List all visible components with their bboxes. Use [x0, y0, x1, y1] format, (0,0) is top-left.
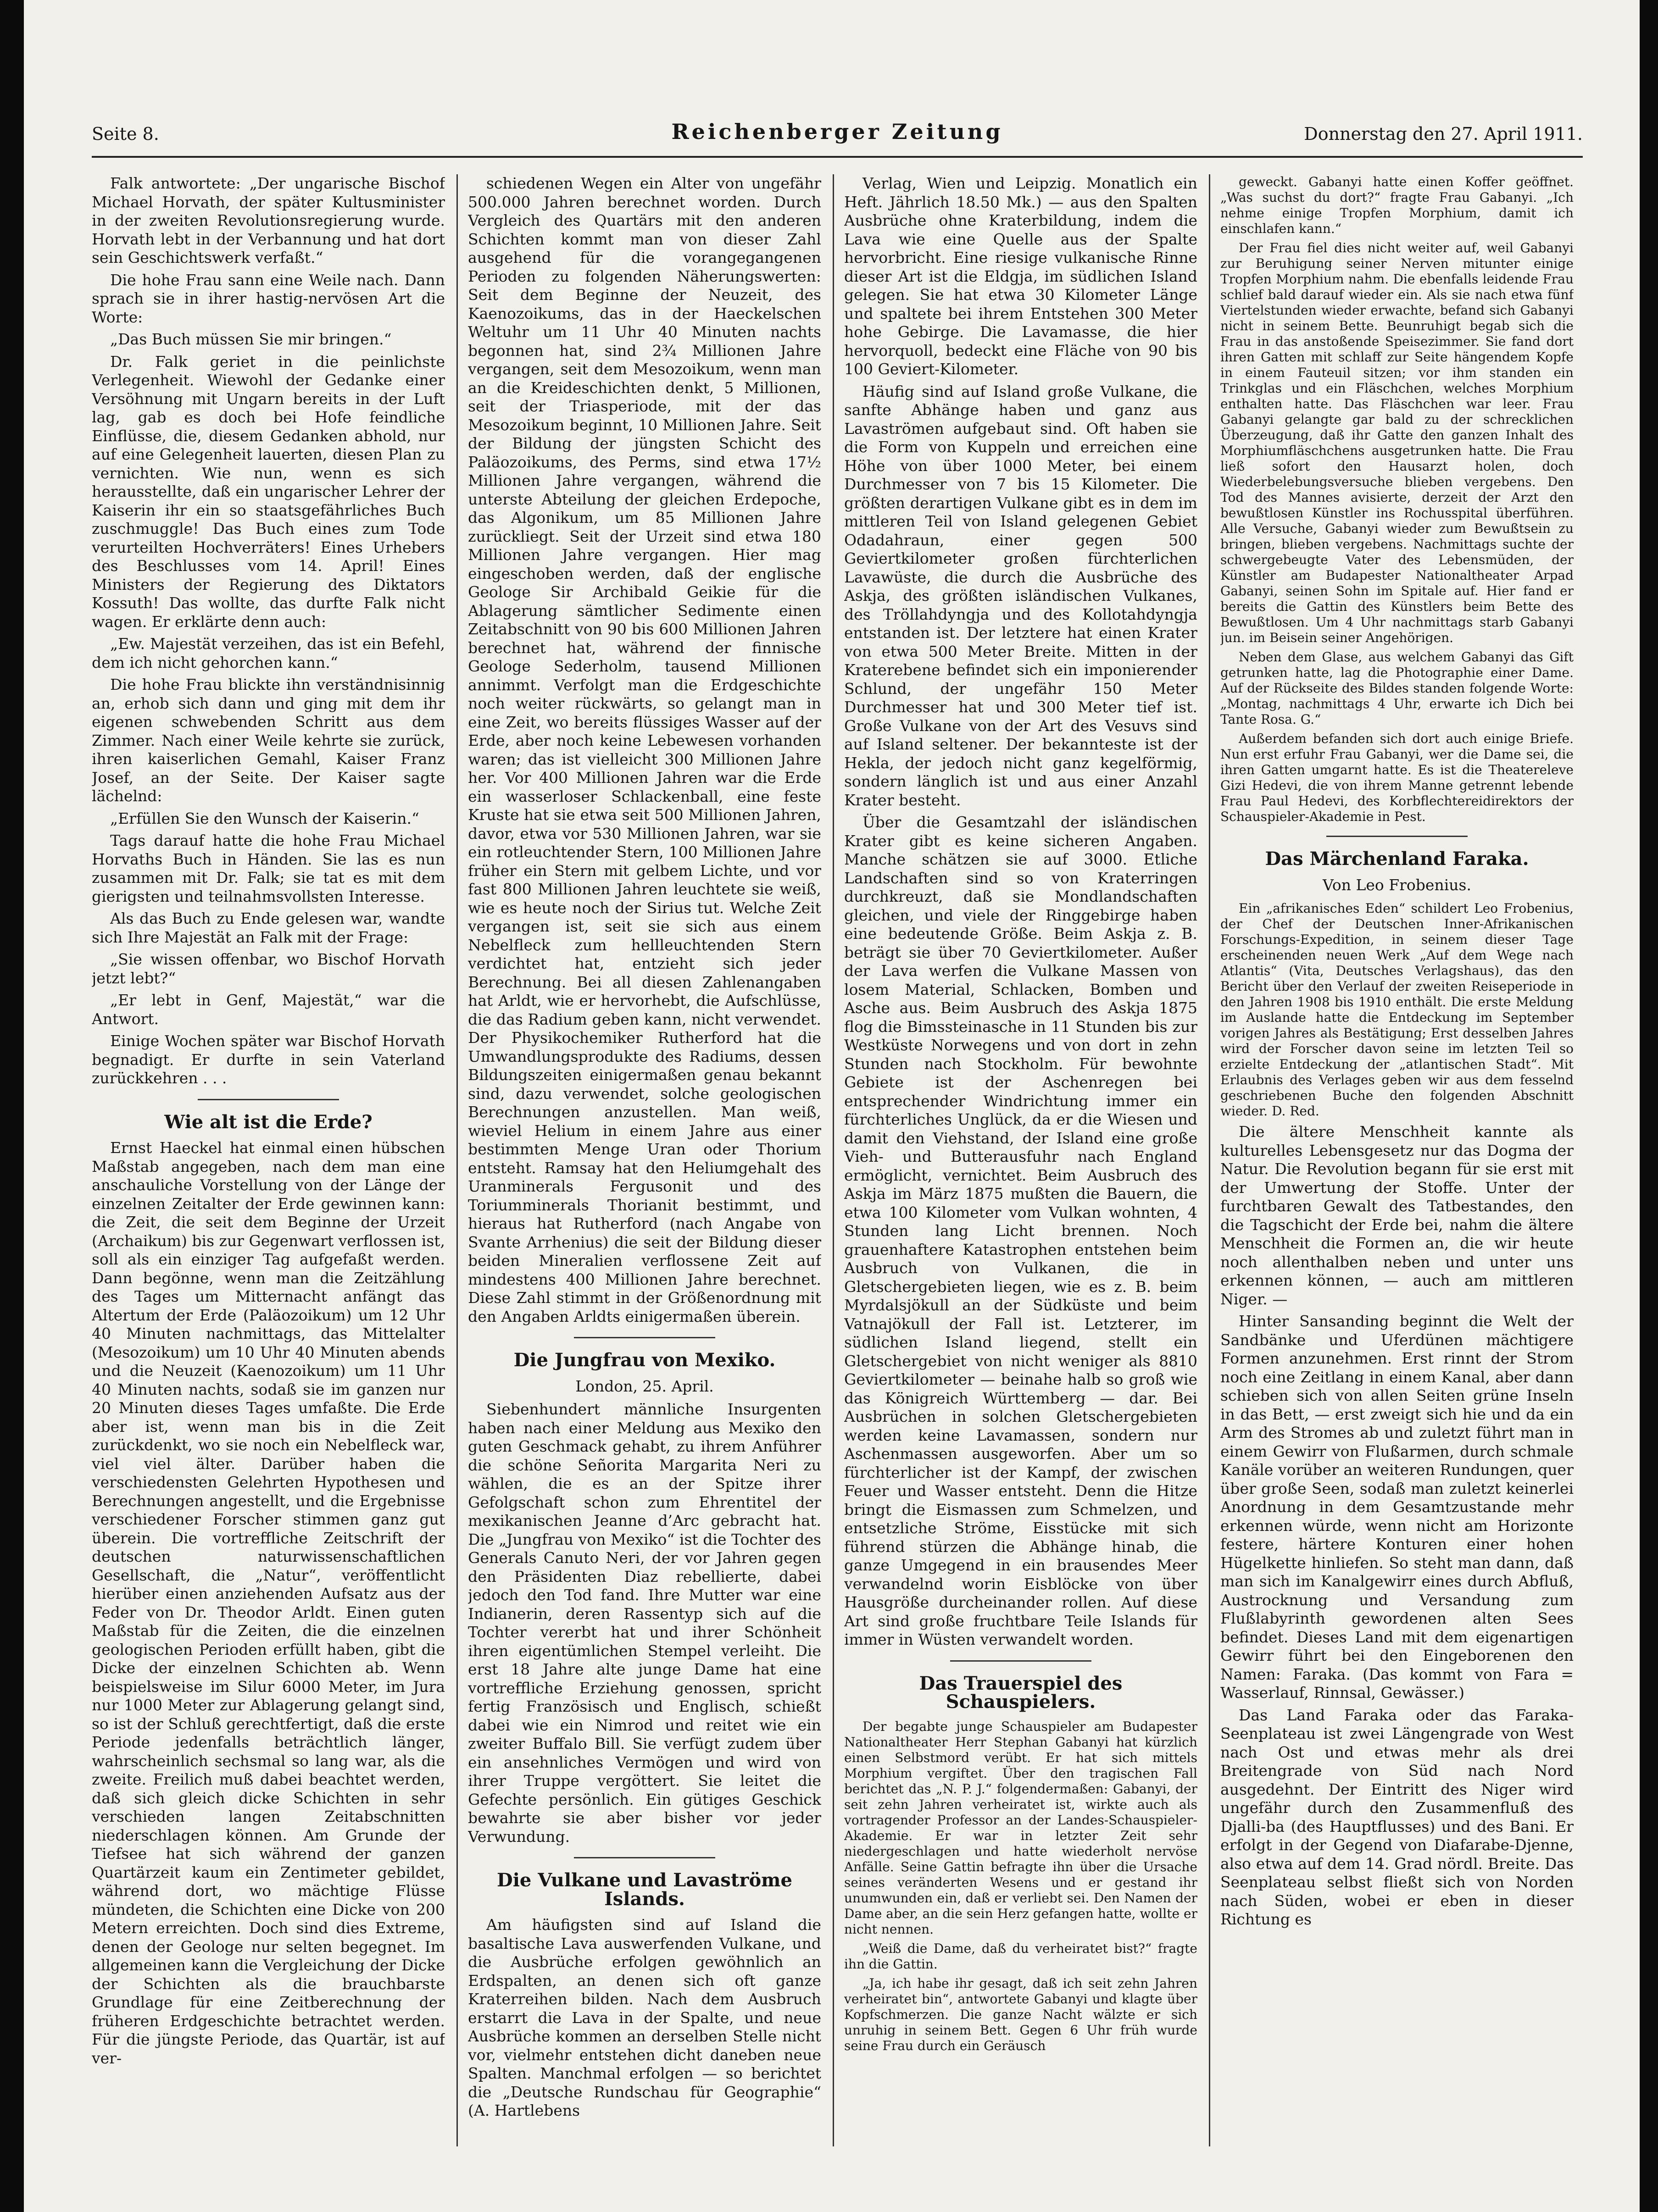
paragraph: schiedenen Wegen ein Alter von ungefähr 500.000 Jahren berechnet worden. Durch Vergleich des Quartärs mit den anderen Schichten kommt man von dieser Zahl ausgehend für die vorangegangenen Perioden zu folgenden Näherungswerten: Seit dem Beginne der Neuzeit, des Kaenozoikums, das in der Haeckelschen Weltuhr um 11 Uhr 40 Minuten nachts begonnen hat, sind 2¾ Millionen Jahre vergangen, seit dem Mesozoikum, wenn man an die Kreideschichten denkt, 5 Millionen, seit der Triasperiode, mit der das Mesozoikum beginnt, 10 Millionen Jahre. Seit der Bildung der jüngsten Schicht des Paläozoikums, des Perms, sind etwa 17½ Millionen Jahre vergangen, während die unterste Abteilung der gleichen Erdepoche, das Algonikum, um 85 Millionen Jahre zurückliegt. Seit der Urzeit sind etwa 180 Millionen Jahre vergangen. Hier mag eingeschoben werden, daß der englische Geologe Sir Archibald Geikie für die Ablagerung sämtlicher Sedimente einen Zeitabschnitt von 90 bis 600 Millionen Jahren berechnet hat, während der finnische Geologe Sederholm, tausend Millionen annimmt. Verfolgt man die Erdgeschichte noch weiter rückwärts, so gelangt man in eine Zeit, wo bereits flüssiges Wasser auf der Erde, aber noch keine Lebewesen vorhanden waren; das ist vielleicht 300 Millionen Jahre her. Vor 400 Millionen Jahren war die Erde ein wasserloser Schlackenball, eine feste Kruste hat sie etwa seit 500 Millionen Jahren, davor, etwa vor 530 Millionen Jahren, war sie ein rotleuchtender Stern, 100 Millionen Jahre früher ein Stern mit gelbem Lichte, und vor fast 800 Millionen Jahren leuchtete sie weiß, wie es heute noch der Sirius tut. Welche Zeit vergangen ist, seit sie sich aus einem Nebelfleck zum hellleuchtenden Stern verdichtet hat, entzieht sich jeder Berechnung. Bei all diesen Zahlenangaben hat Arldt, wie er hervorhebt, die Aufschlüsse, die das Radium geben kann, nicht verwendet. Der Physikochemiker Rutherford hat die Umwandlungsprodukte des Radiums, dessen Bildungszeiten einigermaßen genau bekannt sind, dazu verwendet, solche geologischen Berechnungen anzustellen. Man weiß, wieviel Helium in einem Jahre aus einer bestimmten Menge Uran oder Thorium entsteht. Ramsay hat den Heliumgehalt des Uranminerals Fergusonit und des Toriumminerals Thorianit bestimmt, und hieraus hat Rutherford (nach Angabe von Svante Arrhenius) die seit der Bildung dieser beiden Mineralien verflossene Zeit auf mindestens 400 Millionen Jahre berechnet. Diese Zahl stimmt in der Größenordnung mit den Angaben Arldts einigermaßen überein. [468, 174, 821, 1325]
column-rule [1209, 174, 1210, 2146]
paragraph: Falk antwortete: „Der ungarische Bischof Michael Horvath, der später Kultusminister in der zweiten Revolutionsregierung wurde. Horvath lebt in der Verbannung und hat dort sein Geschichtswerk verfaßt.“ [92, 174, 445, 266]
paragraph: „Ew. Majestät verzeihen, das ist ein Befehl, dem ich nicht gehorchen kann.“ [92, 635, 445, 671]
section-divider [198, 1099, 339, 1100]
paragraph: Die hohe Frau blickte ihn verständnisinnig an, erhob sich dann und ging mit dem ihr eigenen schwebenden Schritt aus dem Zimmer. Nach einer Weile kehrte sie zurück, ihren kaiserlichen Gemahl, Kaiser Franz Josef, an der Seite. Der Kaiser sagte lächelnd: [92, 676, 445, 805]
article-headline: Die Jungfrau von Mexiko. [513, 1349, 776, 1371]
paragraph: Der begabte junge Schauspieler am Budapester Nationaltheater Herr Stephan Gabanyi hat kürzlich einen Selbstmord verübt. Er hat sich mittels Morphium vergiftet. Über den tragischen Fall berichtet das „N. P. J.“ folgendermaßen: Gabanyi, der seit zehn Jahren verheiratet ist, wirkte auch als vortragender Professor an der Landes-Schauspieler-Akademie. Er war in letzter Zeit sehr niedergeschlagen und hatte wiederholt nervöse Anfälle. Seine Gattin befragte ihn über die Ursache seines veränderten Wesens und er gestand ihr unumwunden ein, daß er verliebt sei. Den Namen der Dame aber, an die sein Herz gefangen hatte, wollte er nicht nennen. [844, 1719, 1197, 1937]
page-number: Seite 8. [92, 124, 159, 144]
column-2 [468, 174, 821, 2146]
paragraph: Ernst Haeckel hat einmal einen hübschen Maßstab angegeben, nach dem man eine anschauliche Vorstellung von der Länge der einzelnen Zeitalter der Erde gewinnen kann: die Zeit, die seit dem Beginne der Urzeit (Archaikum) bis zur Gegenwart verflossen ist, soll als ein einziger Tag aufgefaßt werden. Dann begönne, wenn man die Zeitzählung des Tages um Mitternacht anfängt das Altertum der Erde (Paläozoikum) um 12 Uhr 40 Minuten nachmittags, das Mittelalter (Mesozoikum) um 10 Uhr 40 Minuten abends und die Neuzeit (Kaenozoikum) um 11 Uhr 40 Minuten nachts, sodaß sie im ganzen nur 20 Minuten dieses Tages umfaßte. Die Erde aber ist, wenn man bis in die Zeit zurückdenkt, wo sie noch ein Nebelfleck war, viel viel älter. Darüber haben die verschiedensten Gelehrten Hypothesen und Berechnungen angestellt, und die Ergebnisse verschiedener Forscher stimmen ganz gut überein. Die vortreffliche Zeitschrift der deutschen naturwissenschaftlichen Gesellschaft, die „Natur“, veröffentlicht hierüber einen anziehenden Aufsatz aus der Feder von Dr. Theodor Arldt. Einen guten Maßstab für die Zeiten, die die einzelnen geologischen Perioden erfüllt haben, gibt die Dicke der einzelnen Schichten ab. Wenn beispielsweise im Silur 6000 Meter, im Jura nur 1000 Meter zur Ablagerung gelangt sind, so ist der Schluß gerechtfertigt, daß die erste Periode jedenfalls beträchtlich länger, wahrscheinlich sechsmal so lang war, als die zweite. Freilich muß dabei beachtet werden, daß sich gleich dicke Schichten in sehr verschieden langen Zeitabschnitten niederschlagen können. Am Grunde der Tiefsee hat sich während der ganzen Quartärzeit kaum ein Zentimeter gebildet, während dort, wo mächtige Flüsse mündeten, die Schichten eine Dicke von 200 Metern erreichten. Doch sind dies Extreme, denen der Geologe nur selten begegnet. Im allgemeinen kann die Vergleichung der Dicke der Schichten als die brauchbarste Grundlage für eine Zeitberechnung der früheren Erdgeschichte betrachtet werden. Für die jüngste Periode, das Quartär, ist auf ver- [92, 1139, 445, 2067]
column-3 [844, 174, 1197, 2146]
paragraph: Über die Gesamtzahl der isländischen Krater gibt es keine sicheren Angaben. Manche schätzen sie auf 3000. Etliche Landschaften sind so von Kraterringen durchkreuzt, daß sie Mondlandschaften gleichen, und viele der Ringgebirge haben eine bedeutende Größe. Beim Askja z. B. beträgt sie über 70 Geviertkilometer. Außer der Lava werfen die Vulkane Massen von losem Material, Schlacken, Bomben und Asche aus. Beim Ausbruch des Askja 1875 flog die Bimssteinasche in 11 Stunden bis zur Westküste Norwegens und von dort in zehn Stunden nach Stockholm. Für bewohnte Gebiete ist der Aschenregen bei entsprechender Windrichtung immer ein fürchterliches Unglück, da er die Wiesen und damit den Viehstand, der Island eine große Vieh- und Butterausfuhr nach England ermöglicht, vernichtet. Beim Ausbruch des Askja im März 1875 mußten die Bauern, die etwa 100 Kilometer vom Vulkan wohnten, 4 Stunden lang Licht brennen. Noch grauenhaftere Katastrophen entstehen beim Ausbruch von Vulkanen, die in Gletschergebieten liegen, wie es z. B. beim Myrdalsjökull an der Südküste und beim Vatnajökull der Fall ist. Letzterer, im südlichen Island liegend, stellt ein Gletschergebiet von nicht weniger als 8810 Geviertkilometer — beinahe halb so groß wie das Königreich Württemberg — dar. Bei Ausbrüchen in solchen Gletschergebieten werden keine Lavamassen, sondern nur Aschenmassen ausgeworfen. Aber um so fürchterlicher ist der Kampf, der zwischen Feuer und Wasser entsteht. Denn die Hitze bringt die Eismassen zum Schmelzen, und entsetzliche Ströme, Eisstücke mit sich führend stürzen die Abhänge hinab, die ganze Umgegend in ein brausendes Meer verwandelnd worin Eisblöcke von über Hausgröße durcheinander rollen. Auf diese Art sind große fruchtbare Teile Islands für immer in Wüsten verwandelt worden. [844, 813, 1197, 1648]
paragraph: Außerdem befanden sich dort auch einige Briefe. Nun erst erfuhr Frau Gabanyi, wer die Dame sei, die ihren Gatten umgarnt hatte. Es ist die Theatereleve Gizi Hedevi, die von ihrem Manne getrennt lebende Frau Paul Hedevi, des Korbflechtereidirektors der Schauspieler-Akademie in Pest. [1220, 731, 1574, 824]
newspaper-title: Reichenberger Zeitung [671, 119, 1003, 144]
byline: Von Leo Frobenius. [1323, 876, 1471, 894]
paragraph: „Ja, ich habe ihr gesagt, daß ich seit zehn Jahren verheiratet bin“, antwortete Gabanyi und klagte über Kopfschmerzen. Die ganze Nacht wälzte er sich unruhig in seinem Bett. Gegen 6 Uhr früh wurde seine Frau durch ein Geräusch [844, 1975, 1197, 2053]
paragraph: Der Frau fiel dies nicht weiter auf, weil Gabanyi zur Beruhigung seiner Nerven mitunter einige Tropfen Morphium nahm. Die ebenfalls leidende Frau schlief bald darauf wieder ein. Als sie nach etwa fünf Viertelstunden wieder erwachte, befand sich Gabanyi nicht in seinem Bette. Beunruhigt begab sich die Frau in das anstoßende Speisezimmer. Sie fand dort ihren Gatten mit schlaff zur Seite hängendem Kopfe in einem Fauteuil sitzen; vor ihm standen ein Trinkglas und ein Fläschchen, welches Morphium enthalten hatte. Das Fläschchen war leer. Frau Gabanyi gelangte gar bald zu der schrecklichen Überzeugung, daß ihr Gatte den ganzen Inhalt des Morphiumfläschchens ausgetrunken hatte. Die Frau ließ sofort den Hausarzt holen, doch Wiederbelebungsversuche blieben vergebens. Den Tod des Mannes avisierte, derzeit der Arzt den bewußtlosen Künstler ins Rochusspital überführen. Alle Versuche, Gabanyi wieder zum Bewußtsein zu bringen, blieben vergebens. Nachmittags suchte der schwergebeugte Vater des Lebensmüden, der Künstler am Budapester Nationaltheater Arpad Gabanyi, seinen Sohn im Spitale auf. Hier fand er bereits die Gattin des Künstlers beim Bette des Bewußtlosen. Um 4 Uhr nachmittags starb Gabanyi jun. im Beisein seiner Angehörigen. [1220, 240, 1574, 645]
paragraph: Einige Wochen später war Bischof Horvath begnadigt. Er durfte in sein Vaterland zurückkehren . . . [92, 1032, 445, 1087]
article-headline: Wie alt ist die Erde? [164, 1111, 373, 1133]
paragraph: „Weiß die Dame, daß du verheiratet bist?“ fragte ihn die Gattin. [844, 1940, 1197, 1972]
issue-date: Donnerstag den 27. April 1911. [1304, 124, 1583, 144]
paragraph: Die hohe Frau sann eine Weile nach. Dann sprach sie in ihrer hastig-nervösen Art die Worte: [92, 271, 445, 326]
section-divider [1326, 836, 1468, 837]
paragraph: „Das Buch müssen Sie mir bringen.“ [110, 330, 392, 348]
column-rule [833, 174, 834, 2146]
article-headline: Das Trauerspiel des Schauspielers. [919, 1672, 1123, 1713]
paragraph: Ein „afrikanisches Eden“ schildert Leo Frobenius, der Chef der Deutschen Inner-Afrikanischen Forschungs-Expedition, in seinem dieser Tage erscheinenden neuen Werk „Auf dem Wege nach Atlantis“ (Vita, Deutsches Verlagshaus), das den Bericht über den Verlauf der zweiten Reiseperiode in den Jahren 1908 bis 1910 enthält. Die erste Meldung im Auslande hatte die Entdeckung im September vorigen Jahres als Bestätigung; Erst desselben Jahres wird der Forscher davon seine im letzten Teil so erzielte Entdeckung der „atlantischen Stadt“. Mit Erlaubnis des Verlages geben wir aus dem fesselnd geschriebenen Buche den folgenden Abschnitt wieder. D. Red. [1220, 901, 1574, 1119]
column-1 [92, 174, 445, 2146]
paragraph: Häufig sind auf Island große Vulkane, die sanfte Abhänge haben und ganz aus Lavaströmen aufgebaut sind. Oft haben sie die Form von Kuppeln und erreichen eine Höhe von über 1000 Meter, bei einem Durchmesser von 7 bis 15 Kilometer. Die größten derartigen Vulkane gibt es in dem im mittleren Teil von Island gelegenen Gebiet Odadahraun, einer gegen 500 Geviertkilometer großen fürchterlichen Lavawüste, die durch die Ausbrüche des Askja, des größten isländischen Vulkanes, des Tröllahdyngja und des Kollotahdyngja entstanden ist. Der letztere hat einen Krater von etwa 500 Meter Breite. Mitten in der Kraterebene befindet sich ein imponierender Schlund, der ungefähr 150 Meter Durchmesser hat und 300 Meter tief ist. Große Vulkane von der Art des Vesuvs sind auf Island seltener. Der bekannteste ist der Hekla, der jedoch nicht ganz kegelförmig, sondern länglich ist und aus einer Anzahl Krater besteht. [844, 382, 1197, 809]
column-rule [456, 174, 458, 2146]
paragraph: Neben dem Glase, aus welchem Gabanyi das Gift getrunken hatte, lag die Photographie einer Dame. Auf der Rückseite des Bildes standen folgende Worte: „Montag, nachmittags 4 Uhr, erwarte ich Dich bei Tante Rosa. G.“ [1220, 649, 1574, 727]
page-header [92, 115, 1583, 158]
column-4 [1220, 174, 1574, 2146]
section-divider [574, 1337, 715, 1338]
paragraph: „Erfüllen Sie den Wunsch der Kaiserin.“ [110, 809, 419, 827]
paragraph: Tags darauf hatte die hohe Frau Michael Horvaths Buch in Händen. Sie las es nun zusammen mit Dr. Falk; sie tat es mit dem gierigsten und teilnahmsvollsten Interesse. [92, 832, 445, 905]
newspaper-page [92, 115, 1583, 2179]
article-headline: Die Vulkane und Lavaströme Islands. [497, 1869, 792, 1910]
paragraph: Verlag, Wien und Leipzig. Monatlich ein Heft. Jährlich 18.50 Mk.) — aus den Spalten Ausbrüche ohne Kraterbildung, indem die Lava wie eine Quelle aus der Spalte hervorbricht. Eine riesige vulkanische Rinne dieser Art ist die Eldgja, im südlichen Island gelegen. Sie hat etwa 30 Kilometer Länge und spaltete bei ihrem Entstehen 300 Meter hohe Gebirge. Die Lavamasse, die hier hervorquoll, bedeckt eine Fläche von 90 bis 100 Geviert-Kilometer. [844, 174, 1197, 378]
section-divider [574, 1857, 715, 1858]
article-headline: Das Märchenland Faraka. [1265, 848, 1529, 870]
dateline: London, 25. April. [575, 1377, 714, 1395]
paragraph: Die ältere Menschheit kannte als kulturelles Lebensgesetz nur das Dogma der Natur. Die Revolution begann für sie erst mit der Umwertung der Stoffe. Unter der furchtbaren Gewalt des Tatbestandes, den die Tagschicht der Erde bei, nahm die ältere Menschheit die Formen an, die wir heute noch allenthalben neben und unter uns erkennen können, — auch am mittleren Niger. — [1220, 1123, 1574, 1308]
scan-border-right [1640, 0, 1658, 2212]
scan-border-left [0, 0, 24, 2212]
paragraph: Hinter Sansanding beginnt die Welt der Sandbänke und Uferdünen mächtigere Formen anzunehmen. Erst rinnt der Strom noch eine Zeitlang in einem Kanal, aber dann schieben sich von allen Seiten grüne Inseln in das Bett, — erst zweigt sich hie und da ein Arm des Stromes ab und zuletzt führt man in einem Gewirr von Flußarmen, durch schmale Kanäle vorüber an weiteren Rundungen, quer über große Seen, sodaß man zuletzt keinerlei Anordnung in dem Gesamtzustande mehr erkennen würde, wenn nicht am Horizonte festere, härtere Konturen einer hohen Hügelkette hinliefen. So steht man dann, daß man sich im Kanalgewirr eines durch Abfluß, Austrocknung und Versandung zum Flußlabyrinth gewordenen alten Sees befindet. Dieses Land mit dem eigenartigen Gewirr führt bei den Eingeborenen den Namen: Faraka. (Das kommt von Fara = Wasserlauf, Rinnsal, Gewässer.) [1220, 1312, 1574, 1702]
paragraph: Das Land Faraka oder das Faraka-Seenplateau ist zwei Längengrade von West nach Ost und etwas mehr als drei Breitengrade von Süd nach Nord ausgedehnt. Der Eintritt des Niger wird ungefähr durch den Zusammenfluß des Djalli-ba (des Hauptflusses) und des Bani. Er erfolgt in der Gegend von Diafarabe-Djenne, also etwa auf dem 14. Grad nördl. Breite. Das Seenplateau selbst fließt sich von Norden nach Süden, wobei er eben in dieser Richtung es [1220, 1706, 1574, 1928]
paragraph: Am häufigsten sind auf Island die basaltische Lava auswerfenden Vulkane, und die Ausbrüche erfolgen gewöhnlich an Erdspalten, an denen sich oft ganze Kraterreihen bilden. Nach dem Ausbruch erstarrt die Lava in der Spalte, und neue Ausbrüche kommen an derselben Stelle nicht vor, vielmehr entstehen dicht daneben neue Spalten. Manchmal erfolgen — so berichtet die „Deutsche Rundschau für Geographie“ (A. Hartlebens [468, 1916, 821, 2119]
paragraph: Als das Buch zu Ende gelesen war, wandte sich Ihre Majestät an Falk mit der Frage: [92, 909, 445, 946]
paragraph: Dr. Falk geriet in die peinlichste Verlegenheit. Wiewohl der Gedanke einer Versöhnung mit Ungarn bereits in der Luft lag, gab es doch bei Hofe feindliche Einflüsse, die, diesem Gedanken abhold, nur auf eine Gelegenheit lauerten, diesen Plan zu vernichten. Wie nun, wenn es sich herausstellte, daß ein ungarischer Lehrer der Kaiserin ihr ein so staatsgefährliches Buch zuschmuggle! Das Buch eines zum Tode verurteilten Hochverräters! Eines Urhebers des Beschlusses vom 14. April! Eines Ministers der Regierung des Diktators Kossuth! Das wollte, das durfte Falk nicht wagen. Er erklärte denn auch: [92, 352, 445, 631]
section-divider [950, 1660, 1091, 1662]
paragraph: Siebenhundert männliche Insurgenten haben nach einer Meldung aus Mexiko den guten Geschmack gehabt, zu ihrem Anführer die schöne Señorita Margarita Neri zu wählen, die es an der Spitze ihrer Gefolgschaft schon zum Ehrentitel der mexikanischen Jeanne d’Arc gebracht hat. Die „Jungfrau von Mexiko“ ist die Tochter des Generals Canuto Neri, der vor Jahren gegen den Präsidenten Diaz rebellierte, dabei jedoch den Tod fand. Ihre Mutter war eine Indianerin, deren Rassentyp sich auf die Tochter vererbt hat und ihrer Schönheit ihren eigentümlichen Stempel verleiht. Die erst 18 Jahre alte junge Dame hat eine vortreffliche Erziehung genossen, spricht fertig Französisch und Englisch, schießt dabei wie ein Nimrod und reitet wie ein zweiter Buffalo Bill. Sie verfügt zudem über ein ansehnliches Vermögen und wird von ihrer Truppe vergöttert. Sie leitet die Gefechte persönlich. Ein gütiges Geschick bewahrte sie aber bisher vor jeder Verwundung. [468, 1400, 821, 1846]
paragraph: „Sie wissen offenbar, wo Bischof Horvath jetzt lebt?“ [92, 950, 445, 987]
paragraph: „Er lebt in Genf, Majestät,“ war die Antwort. [92, 991, 445, 1028]
paragraph: geweckt. Gabanyi hatte einen Koffer geöffnet. „Was suchst du dort?“ fragte Frau Gabanyi. „Ich nehme einige Tropfen Morphium, damit ich einschlafen kann.“ [1220, 174, 1574, 236]
